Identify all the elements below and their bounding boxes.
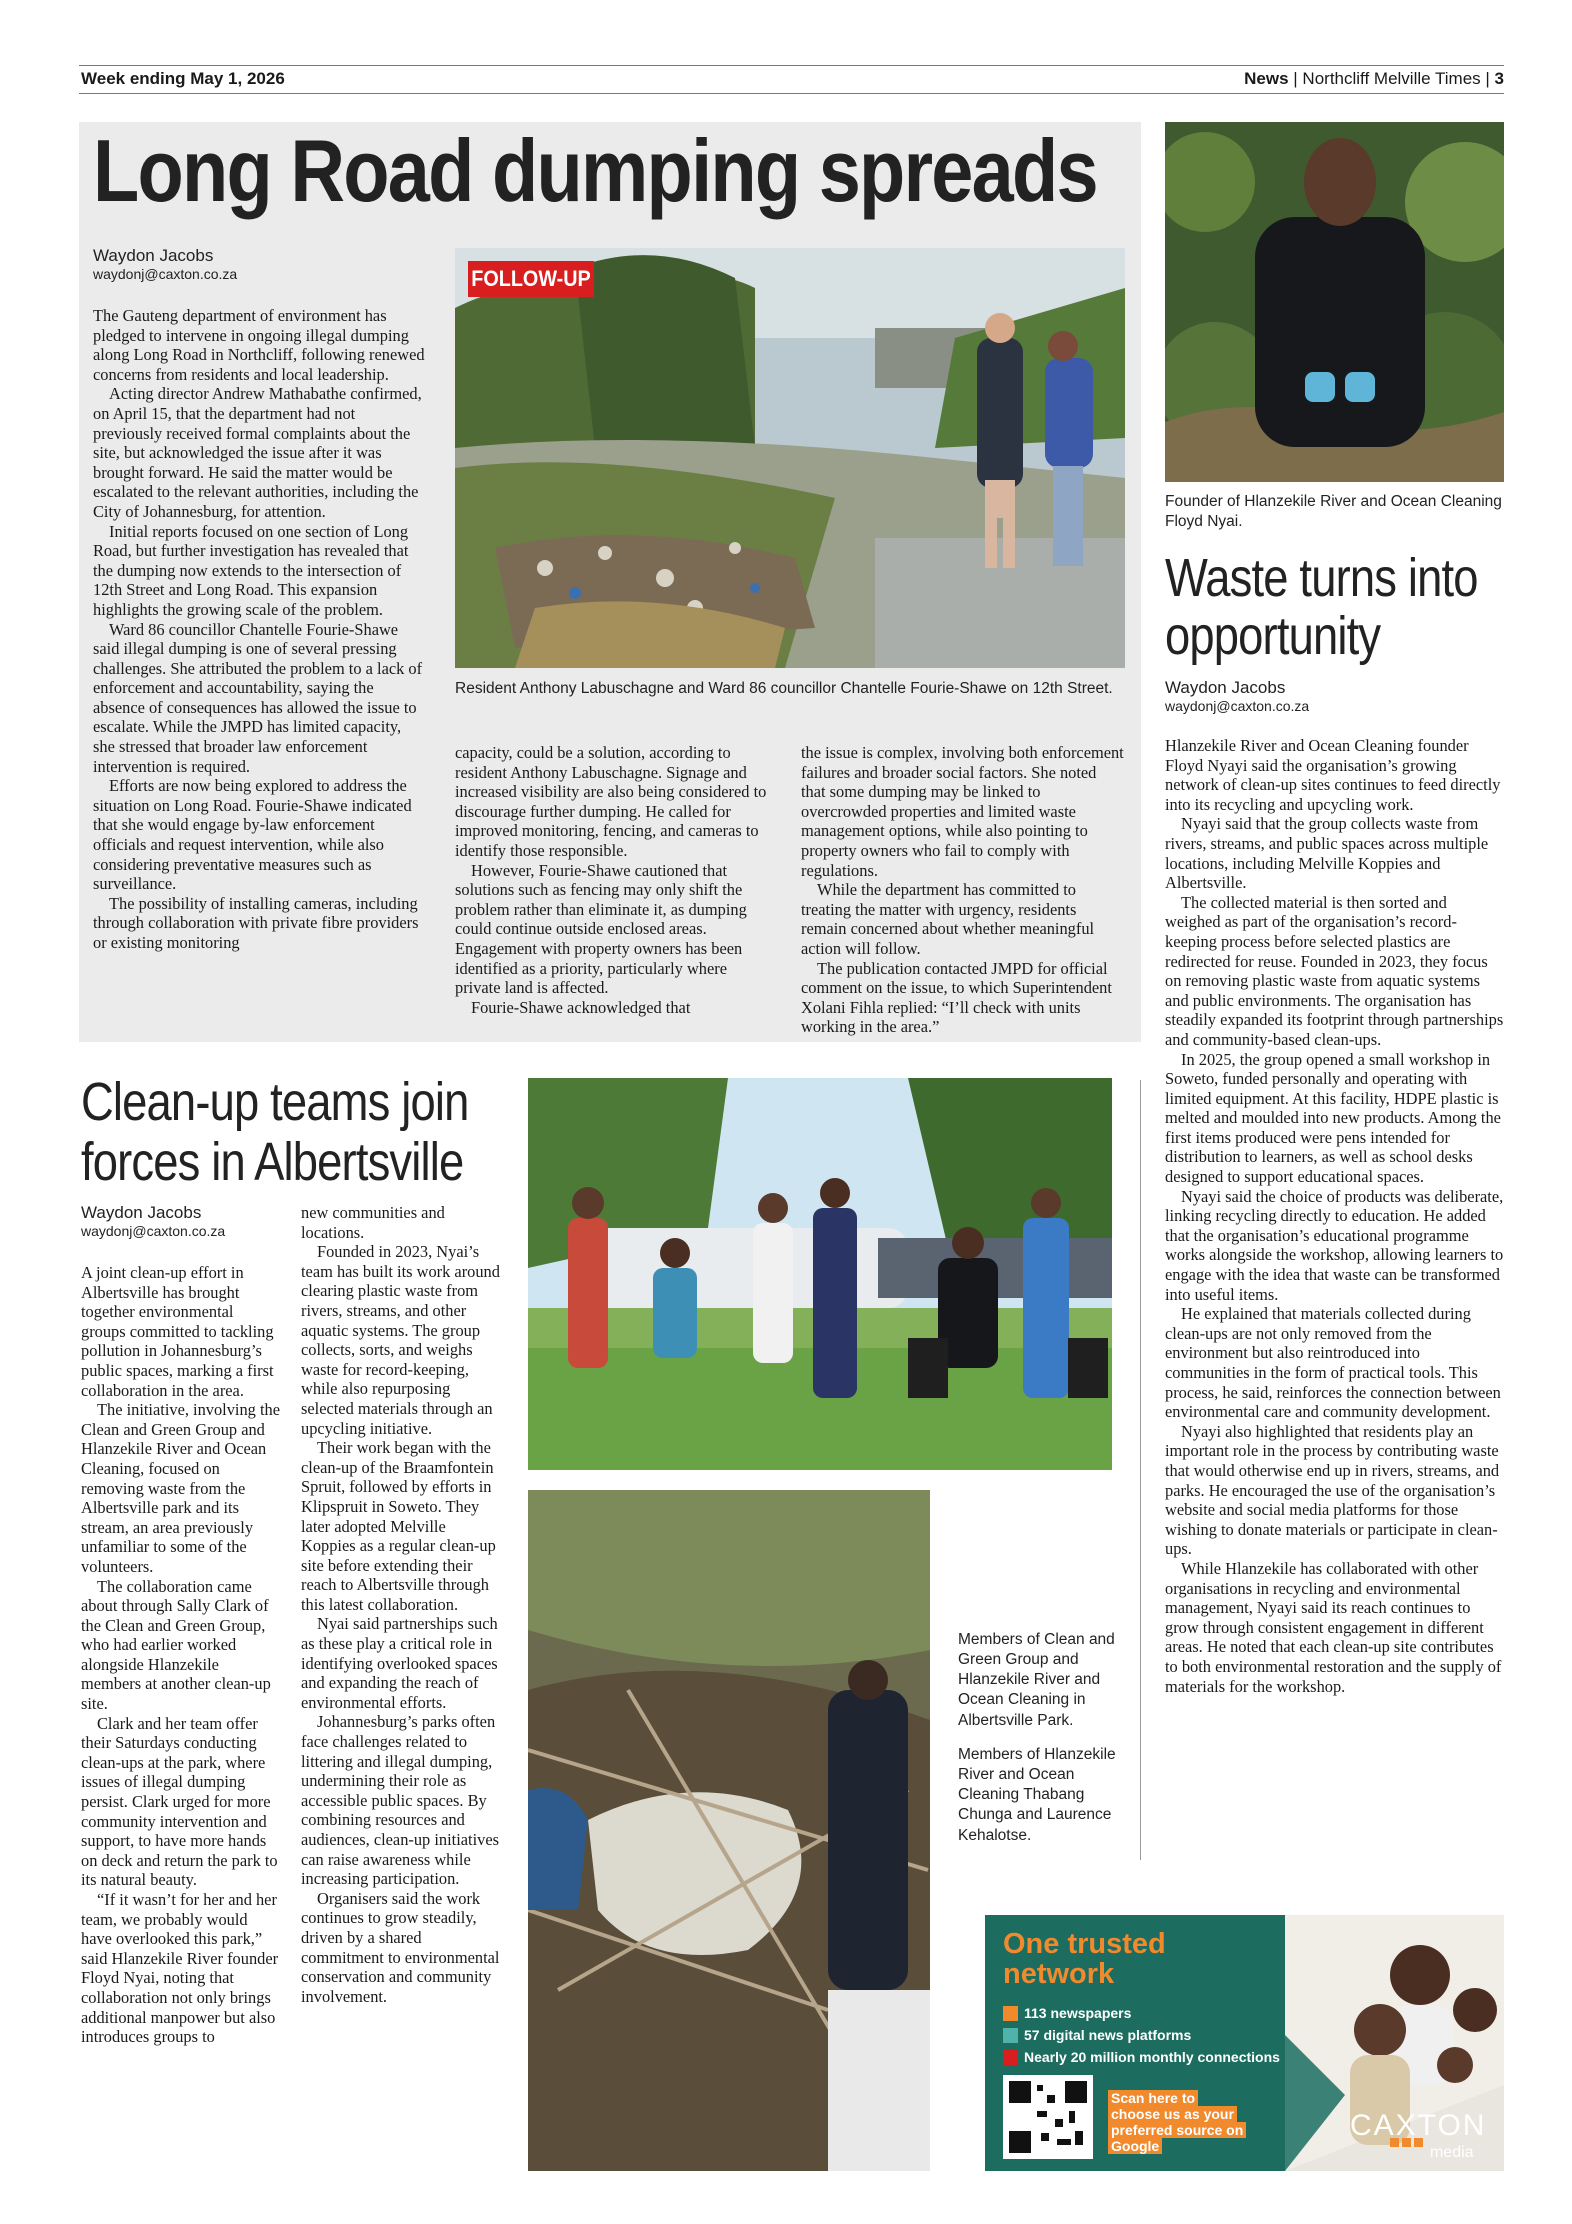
paragraph: The possibility of installing cameras, including through collaboration with private fibre providers or existing monitoring — [93, 893, 419, 952]
ad-scan-cta[interactable] — [1108, 2090, 1268, 2154]
paragraph: The Gauteng department of environment has pledged to intervene in ongoing illegal dumping along Long Road in Northcliff, following renewed concerns from residents and local leadership. — [93, 306, 425, 384]
paragraph: Nyayi also highlighted that residents play an important role in the process by contributing waste that would otherwise end up in rivers, streams, and parks. He encouraged the use of the organisation’s website and social media platforms for those wishing to donate materials or participate in clean-ups. — [1165, 1421, 1500, 1559]
group-photo-image — [528, 1078, 1112, 1470]
main-story-col-3 — [801, 743, 1125, 1037]
main-byline — [93, 246, 237, 283]
section-name: News — [1244, 69, 1289, 88]
paragraph: Organisers said the work continues to grow steadily, driven by a shared commitment to environmental conservation and community involvement. — [301, 1888, 500, 2006]
paragraph: Nyayi said the choice of products was deliberate, linking recycling directly to education. He added that the organisation’s educational programme works alongside the workshop, allowing learners to engage with the idea that waste can be transformed into useful items. — [1165, 1186, 1504, 1304]
paragraph: Ward 86 councillor Chantelle Fourie-Shawe said illegal dumping is one of several pressing challenges. She attributed the problem to a lack of enforcement and accountability, saying the absence of consequences has allowed the issue to escalate. While the JMPD has limited capacity, she stressed that broader law enforcement intervention is required. — [93, 619, 423, 776]
paragraph: Efforts are now being explored to address the situation on Long Road. Fourie-Shawe indicated that she would engage by-law enforcement officials and request intervention, while also considering preventative measures such as surveillance. — [93, 776, 412, 894]
caxton-logo: CAXTON — [1350, 2109, 1487, 2142]
caxton-ad — [985, 1915, 1504, 2171]
paragraph: The initiative, involving the Clean and Green Group and Hlanzekile River and Ocean Cleaning, focused on removing waste from the Albertsville park and its stream, an area previously unfamiliar to some of the volunteers. — [81, 1400, 280, 1576]
paragraph: Johannesburg’s parks often face challenges related to littering and illegal dumping, undermining their role as accessible public spaces. By combining resources and audiences, clean-up initiatives can raise awareness while increasing participation. — [301, 1712, 499, 1889]
cleanup-author: Waydon Jacobs — [81, 1203, 202, 1222]
waste-email: waydonj@caxton.co.za — [1165, 698, 1310, 715]
ad-title-line-2: network — [1003, 1958, 1115, 1991]
page-folio: News | Northcliff Melville Times | 3 — [1244, 69, 1504, 88]
cleanup-email: waydonj@caxton.co.za — [81, 1223, 226, 1240]
paper-name: Northcliff Melville Times — [1302, 69, 1481, 88]
founder-portrait-image — [1165, 122, 1504, 482]
paragraph: the issue is complex, involving both enforcement failures and broader social factors. She noted that some dumping may be linked to overcrowded properties and limited waste management options, while also pointing to property owners who fail to comply with regulations. — [801, 743, 1124, 880]
header-rule-bottom — [79, 93, 1504, 94]
waste-author: Waydon Jacobs — [1165, 678, 1286, 697]
page-number: 3 — [1494, 69, 1504, 88]
cleanup-story-col-1 — [81, 1263, 281, 2047]
ad-cta-line-3: preferred source on — [1108, 2122, 1246, 2138]
group-photo-caption: Members of Clean and Green Group and Hlanzekile River and Ocean Cleaning in Albertsville Park. — [958, 1631, 1115, 1729]
waste-headline-line-1: Waste turns into — [1165, 548, 1478, 608]
cleanup-story-col-2 — [301, 1203, 501, 2006]
column-divider — [1140, 1080, 1141, 1860]
ad-title — [1003, 1929, 1166, 1990]
paragraph: Founded in 2023, Nyai’s team has built its work around clearing plastic waste from rivers, streams, and other aquatic systems. The group collects, sorts, and weighs waste for record-keeping, while also repurposing selected materials through an upcycling initiative. — [301, 1242, 500, 1438]
paragraph: Their work began with the clean-up of the Braamfontein Spruit, followed by efforts in Klipspruit in Soweto. They later adopted Melville Koppies as a regular clean-up site before extending their reach to Albertsville through this latest collaboration. — [301, 1438, 496, 1614]
ad-item-digital: 57 digital news platforms — [1024, 2027, 1192, 2043]
paragraph: The collected material is then sorted and weighed as part of the organisation’s record-keeping process before selected plastics are redirected for reuse. Founded in 2023, they focus on removing plastic waste from aquatic systems and public environments. The organisation has steadily expanded its footprint through partnerships and community-based clean-ups. — [1165, 892, 1504, 1049]
paragraph: Clark and her team offer their Saturdays conducting clean-ups at the park, where issues of illegal dumping persist. Clark urged for more community intervention and support, to have more hands on deck and return the park to its natural beauty. — [81, 1713, 278, 1890]
paragraph: capacity, could be a solution, according to resident Anthony Labuschagne. Signage and increased visibility are also being considered to discourage further dumping. He called for improved monitoring, fencing, and cameras to identify those responsible. — [455, 743, 767, 860]
paragraph: Nyayi said that the group collects waste from rivers, streams, and public spaces across multiple locations, including Melville Koppies and Albertsville. — [1165, 814, 1489, 893]
river-cleanup-photo — [528, 1490, 930, 2171]
main-headline: Long Road dumping spreads — [93, 121, 1097, 220]
group-photo — [528, 1078, 1112, 1470]
ad-item-connections: Nearly 20 million monthly connections — [1024, 2049, 1280, 2065]
waste-headline-line-2: opportunity — [1165, 606, 1381, 666]
paragraph: While the department has committed to treating the matter with urgency, residents remain concerned about whether meaningful action will follow. — [801, 880, 1095, 958]
paragraph: new communities and locations. — [301, 1203, 445, 1242]
paragraph: “If it wasn’t for her and her team, we probably would have overlooked this park,” said Hlanzekile River founder Floyd Nyai, noting that collaboration not only brings additional manpower but also introduces groups to — [81, 1890, 279, 2047]
paragraph: He explained that materials collected during clean-ups are not only removed from the environment but also reintroduced into communities in the form of practical tools. This process, he said, reinforces the connection between environmental care and community development. — [1165, 1304, 1501, 1422]
ad-bullet-icon — [1003, 2028, 1018, 2043]
dumping-photo-caption: Resident Anthony Labuschagne and Ward 86 councillor Chantelle Fourie-Shawe on 12th Street. — [455, 680, 1113, 697]
paragraph: The publication contacted JMPD for official comment on the issue, to which Superintendent Xolani Fihla replied: “I’ll check with units working in the area.” — [801, 958, 1112, 1037]
paragraph: A joint clean-up effort in Albertsville has brought together environmental groups committed to tackling pollution in Johannesburg’s public spaces, marking a first collaboration in the area. — [81, 1263, 274, 1400]
founder-portrait-caption: Founder of Hlanzekile River and Ocean Cleaning Floyd Nyai. — [1165, 493, 1502, 531]
paragraph: However, Fourie-Shawe cautioned that solutions such as fencing may only shift the problem rather than eliminate it, as dumping could continue outside enclosed areas. Engagement with property owners has been identified as a priority, particularly where private land is affected. — [455, 860, 747, 998]
dumping-photo-image — [455, 248, 1125, 668]
ad-cta-line-1: Scan here to — [1108, 2090, 1198, 2106]
follow-up-tag: FOLLOW-UP — [468, 261, 594, 297]
main-author: Waydon Jacobs — [93, 246, 214, 265]
ad-title-line-1: One trusted — [1003, 1928, 1166, 1960]
ad-bullet-icon — [1003, 2006, 1018, 2021]
paragraph: While Hlanzekile has collaborated with other organisations in recycling and environmental management, Nyayi said its reach continues to grow through consistent engagement in different areas. He noted that each clean-up site contributes to both environmental restoration and the supply of materials for the workshop. — [1165, 1558, 1502, 1696]
cleanup-headline-line-2: forces in Albertsville — [81, 1132, 464, 1192]
cleanup-byline — [81, 1203, 225, 1240]
paragraph: Acting director Andrew Mathabathe confirmed, on April 15, that the department had not previously received formal complaints about the site, but acknowledged the issue after it was brought forward. He said the matter would be escalated to the relevant authorities, including the City of Johannesburg, for attention. — [93, 384, 422, 521]
river-cleanup-image — [528, 1490, 930, 2171]
dumping-photo — [455, 248, 1125, 668]
ad-bullet-icon — [1003, 2050, 1018, 2065]
paragraph: Initial reports focused on one section of Long Road, but further investigation has revealed that the dumping now extends to the intersection of 12th Street and Long Road. This expansion highlights the growing scale of the problem. — [93, 521, 409, 619]
main-story-col-1 — [93, 306, 426, 953]
paragraph: Nyai said partnerships such as these play a critical role in identifying overlooked spaces and expanding the reach of environmental efforts. — [301, 1614, 498, 1712]
header-rule-top — [79, 65, 1504, 66]
caxton-logo-sub: media — [1430, 2144, 1474, 2161]
paragraph: Hlanzekile River and Ocean Cleaning founder Floyd Nyayi said the organisation’s growing network of clean-up sites continues to feed directly into its recycling and upcycling work. — [1165, 736, 1501, 814]
main-story-col-2 — [455, 743, 775, 1017]
waste-story-body — [1165, 736, 1504, 1696]
waste-byline — [1165, 678, 1309, 715]
founder-portrait-photo — [1165, 122, 1504, 482]
paragraph: In 2025, the group opened a small workshop in Soweto, funded personally and operating with limited equipment. At this facility, HDPE plastic is melted and moulded into new products. Among the first items produced were pens intended for distribution to learners, as well as school desks designed to support educational spaces. — [1165, 1049, 1501, 1187]
ad-cta-line-2: choose us as your — [1108, 2106, 1237, 2122]
paragraph: Fourie-Shawe acknowledged that — [471, 997, 691, 1017]
ad-cta-line-4: Google — [1108, 2138, 1162, 2154]
main-email: waydonj@caxton.co.za — [93, 266, 238, 283]
ad-item-newspapers: 113 newspapers — [1024, 2005, 1132, 2021]
river-photo-caption: Members of Hlanzekile River and Ocean Cleaning Thabang Chunga and Laurence Kehalotse. — [958, 1746, 1116, 1844]
cleanup-headline-line-1: Clean-up teams join — [81, 1072, 469, 1132]
issue-date: Week ending May 1, 2026 — [81, 69, 285, 88]
paragraph: The collaboration came about through Sally Clark of the Clean and Green Group, who had earlier worked alongside Hlanzekile members at another clean-up site. — [81, 1576, 271, 1714]
